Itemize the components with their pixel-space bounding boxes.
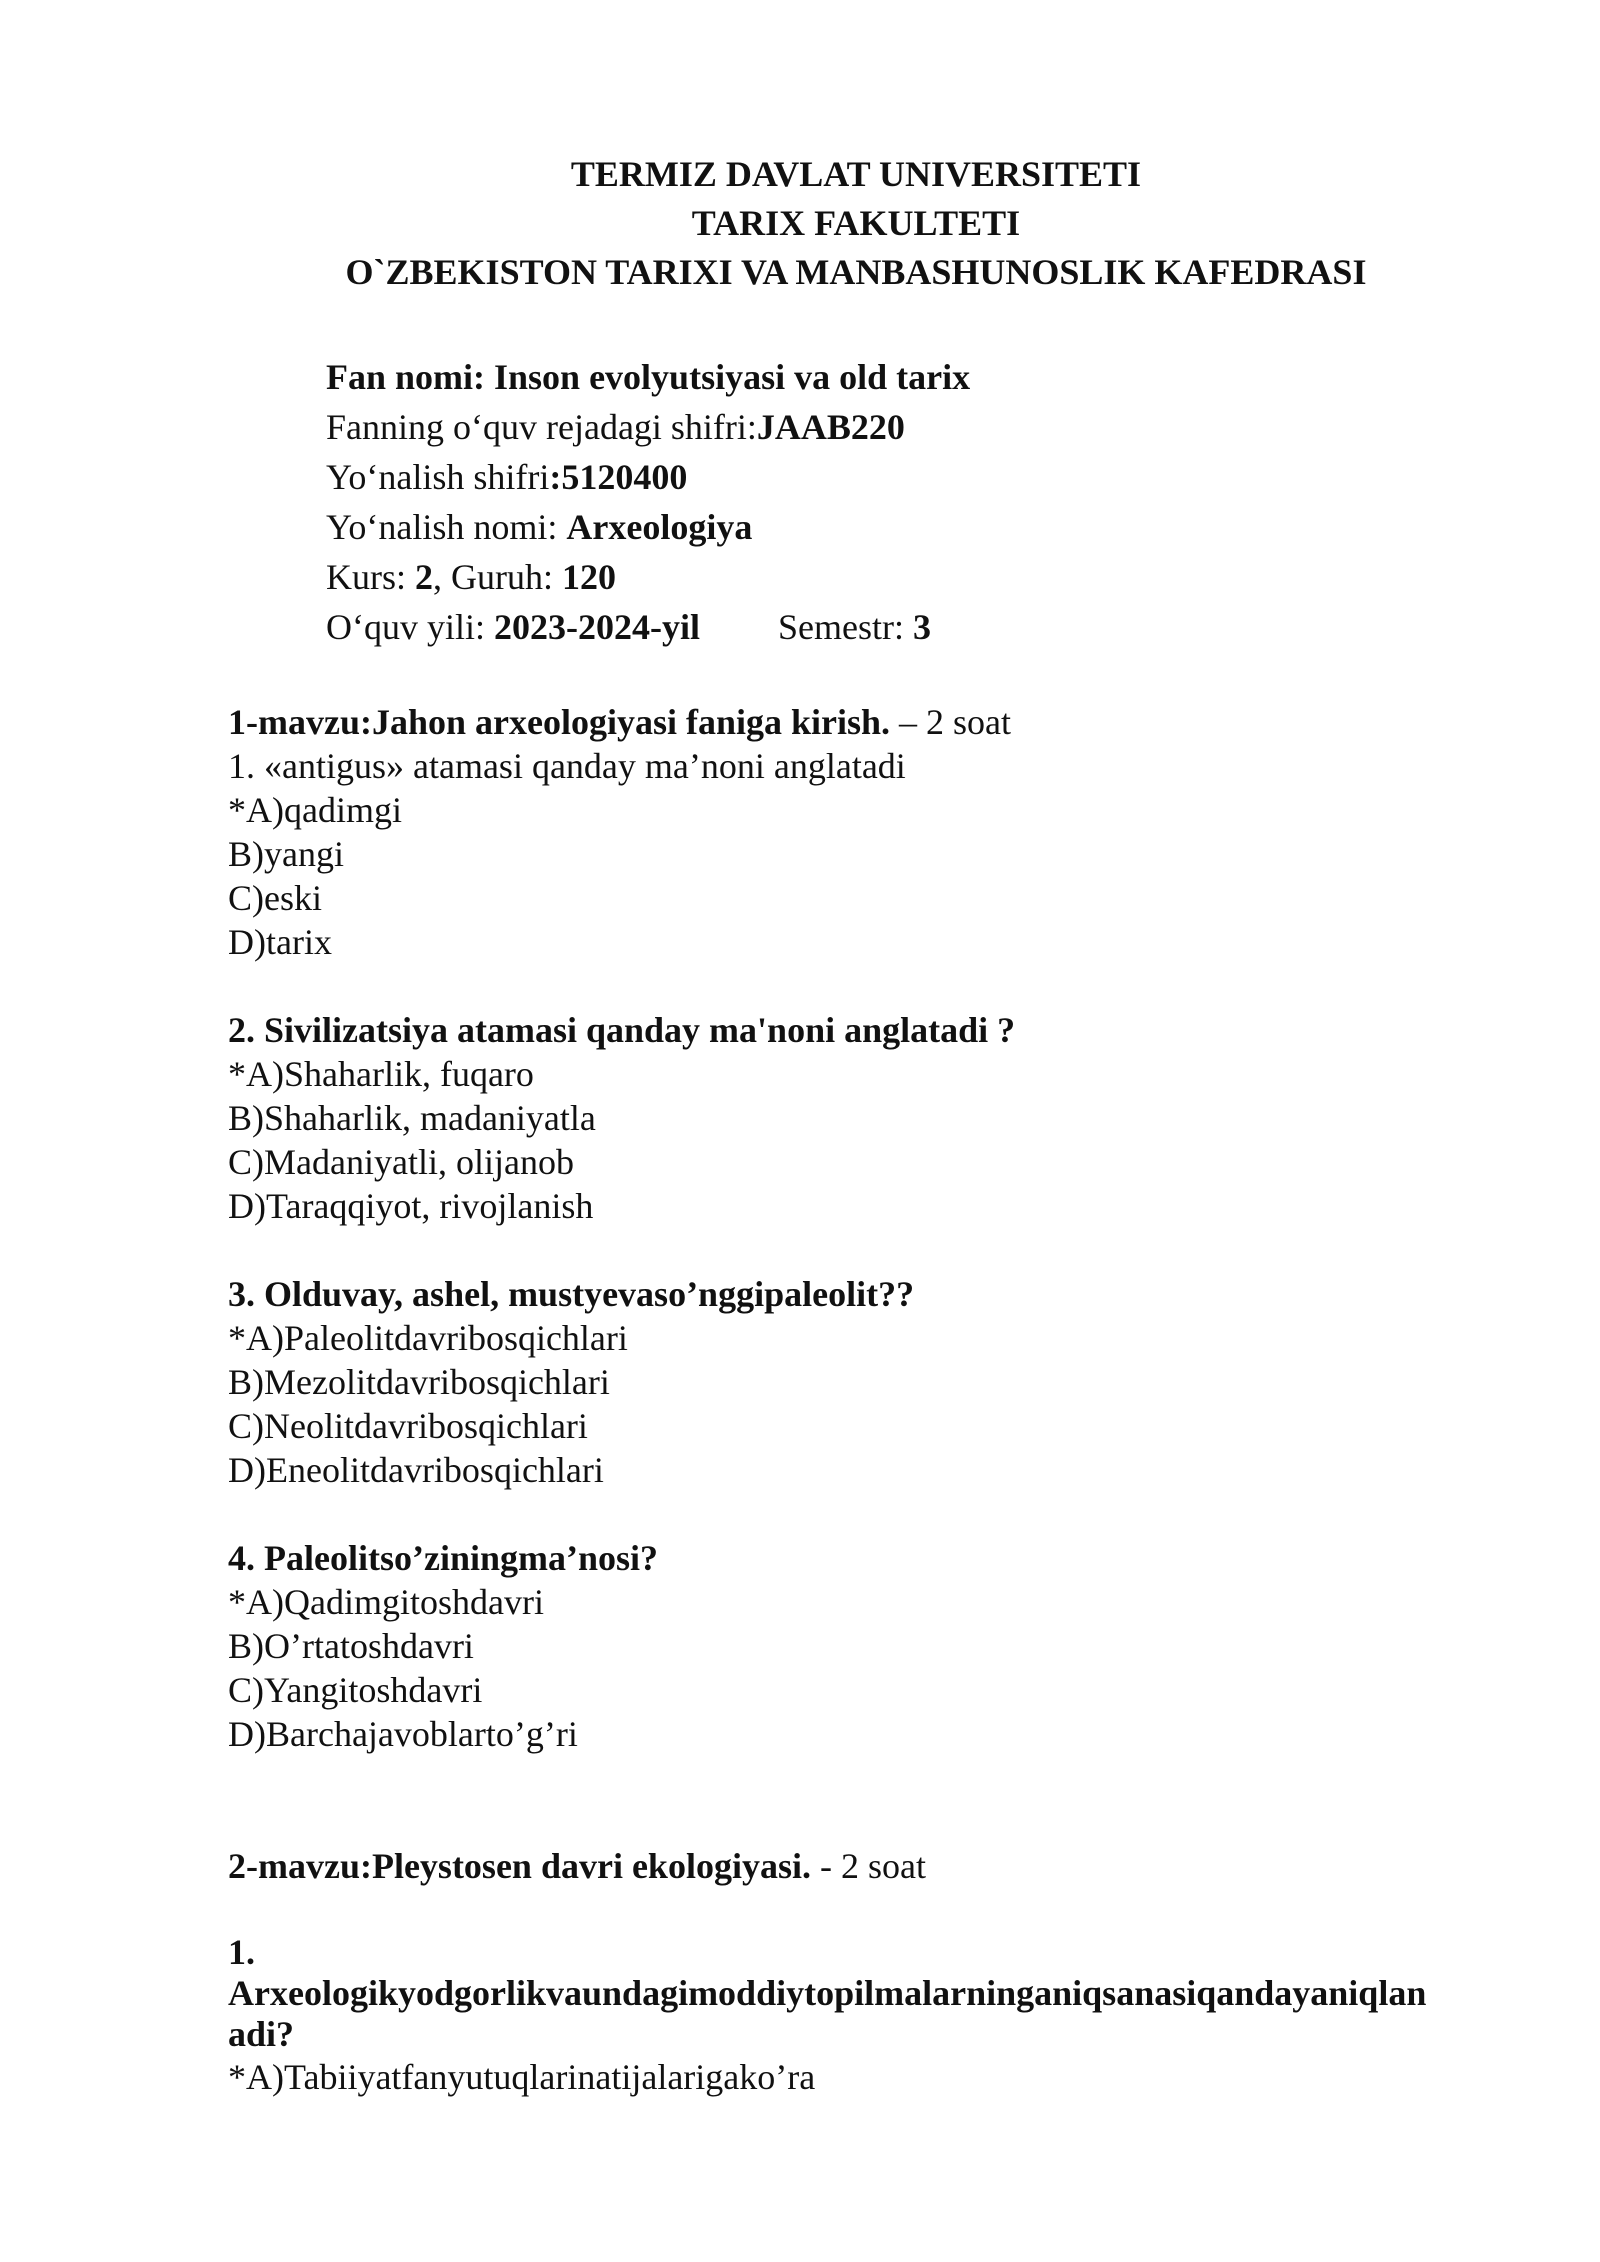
- course-group-line: [326, 552, 970, 602]
- course-value: 2: [415, 557, 433, 597]
- topic-1-heading: [228, 700, 1528, 744]
- direction-name-label: Yo‘nalish nomi:: [326, 507, 567, 547]
- topic-1-hours: – 2 soat: [890, 702, 1012, 742]
- question-2-1: [228, 1932, 1528, 2055]
- option-1-4-d: D)Barchajavoblarto’g’ri: [228, 1714, 578, 1754]
- option-1-2-c: C)Madaniyatli, olijanob: [228, 1142, 574, 1182]
- question-1-2: 2. Sivilizatsiya atamasi qanday ma'noni anglatadi ?: [228, 1010, 1016, 1050]
- option-1-1-d: D)tarix: [228, 922, 332, 962]
- course-info: [326, 352, 970, 652]
- subject-code-line: [326, 402, 970, 452]
- option-1-3-c: C)Neolitdavribosqichlari: [228, 1406, 588, 1446]
- direction-name-value: Arxeologiya: [566, 507, 753, 547]
- department-name: O`ZBEKISTON TARIXI VA MANBASHUNOSLIK KAFEDRASI: [345, 252, 1367, 292]
- option-1-3-d: D)Eneolitdavribosqichlari: [228, 1450, 604, 1490]
- topic-2-hours: - 2 soat: [810, 1846, 926, 1886]
- option-2-1-a: *A)Tabiiyatfanyutuqlarinatijalarigako’ra: [228, 2057, 816, 2097]
- option-1-4-a: *A)Qadimgitoshdavri: [228, 1582, 544, 1622]
- direction-code-value: :5120400: [549, 457, 688, 497]
- test-questions: [228, 700, 1528, 2099]
- option-1-2-a: *A)Shaharlik, fuqaro: [228, 1054, 534, 1094]
- subject-label: Fan nomi:: [326, 357, 495, 397]
- year-value: 2023-2024-yil: [494, 607, 700, 647]
- university-name: TERMIZ DAVLAT UNIVERSITETI: [570, 154, 1142, 194]
- option-1-4-b: B)O’rtatoshdavri: [228, 1626, 474, 1666]
- semester-value: 3: [912, 607, 931, 647]
- spacer: [228, 1228, 1528, 1272]
- spacer: [228, 1888, 1528, 1932]
- option-1-4-c: C)Yangitoshdavri: [228, 1670, 483, 1710]
- group-label: , Guruh:: [433, 557, 562, 597]
- topic-1-title: 1-mavzu:Jahon arxeologiyasi faniga kirish.: [228, 702, 891, 742]
- subject-code-label: Fanning o‘quv rejadagi shifri:: [326, 407, 757, 447]
- year-semester-line: [326, 602, 970, 652]
- question-2-1-line-2: adi?: [228, 2014, 295, 2054]
- document-header: [0, 150, 1600, 297]
- topic-2-title: 2-mavzu:Pleystosen davri ekologiyasi.: [228, 1846, 811, 1886]
- spacer: [228, 1756, 1528, 1844]
- option-1-1-b: B)yangi: [228, 834, 344, 874]
- option-1-1-a: *A)qadimgi: [228, 790, 402, 830]
- faculty-name: TARIX FAKULTETI: [691, 203, 1021, 243]
- subject-line: [326, 352, 970, 402]
- topic-2-heading: [228, 1844, 1528, 1888]
- option-1-3-a: *A)Paleolitdavribosqichlari: [228, 1318, 628, 1358]
- direction-code-label: Yo‘nalish shifri: [326, 457, 550, 497]
- group-value: 120: [562, 557, 616, 597]
- year-label: O‘quv yili:: [326, 607, 494, 647]
- subject-code-value: JAAB220: [756, 407, 905, 447]
- option-1-3-b: B)Mezolitdavribosqichlari: [228, 1362, 610, 1402]
- question-1-1: 1. «antigus» atamasi qanday ma’noni anglatadi: [228, 746, 906, 786]
- semester-label: Semestr:: [777, 607, 913, 647]
- question-2-1-line-1: Arxeologikyodgorlikvaundagimoddiytopilmalarninganiqsanasiqandayaniqlan: [228, 1973, 1427, 2013]
- question-1-3: 3. Olduvay, ashel, mustyevaso’nggipaleolit??: [228, 1274, 915, 1314]
- course-label: Kurs:: [326, 557, 415, 597]
- option-1-2-b: B)Shaharlik, madaniyatla: [228, 1098, 596, 1138]
- question-1-4: 4. Paleolitso’ziningma’nosi?: [228, 1538, 658, 1578]
- direction-name-line: [326, 502, 970, 552]
- spacer: [228, 964, 1528, 1008]
- direction-code-line: [326, 452, 970, 502]
- subject-value: Inson evolyutsiyasi va old tarix: [494, 357, 971, 397]
- spacer: [228, 1492, 1528, 1536]
- question-2-1-number: 1.: [228, 1932, 255, 1972]
- option-1-1-c: C)eski: [228, 878, 322, 918]
- option-1-2-d: D)Taraqqiyot, rivojlanish: [228, 1186, 594, 1226]
